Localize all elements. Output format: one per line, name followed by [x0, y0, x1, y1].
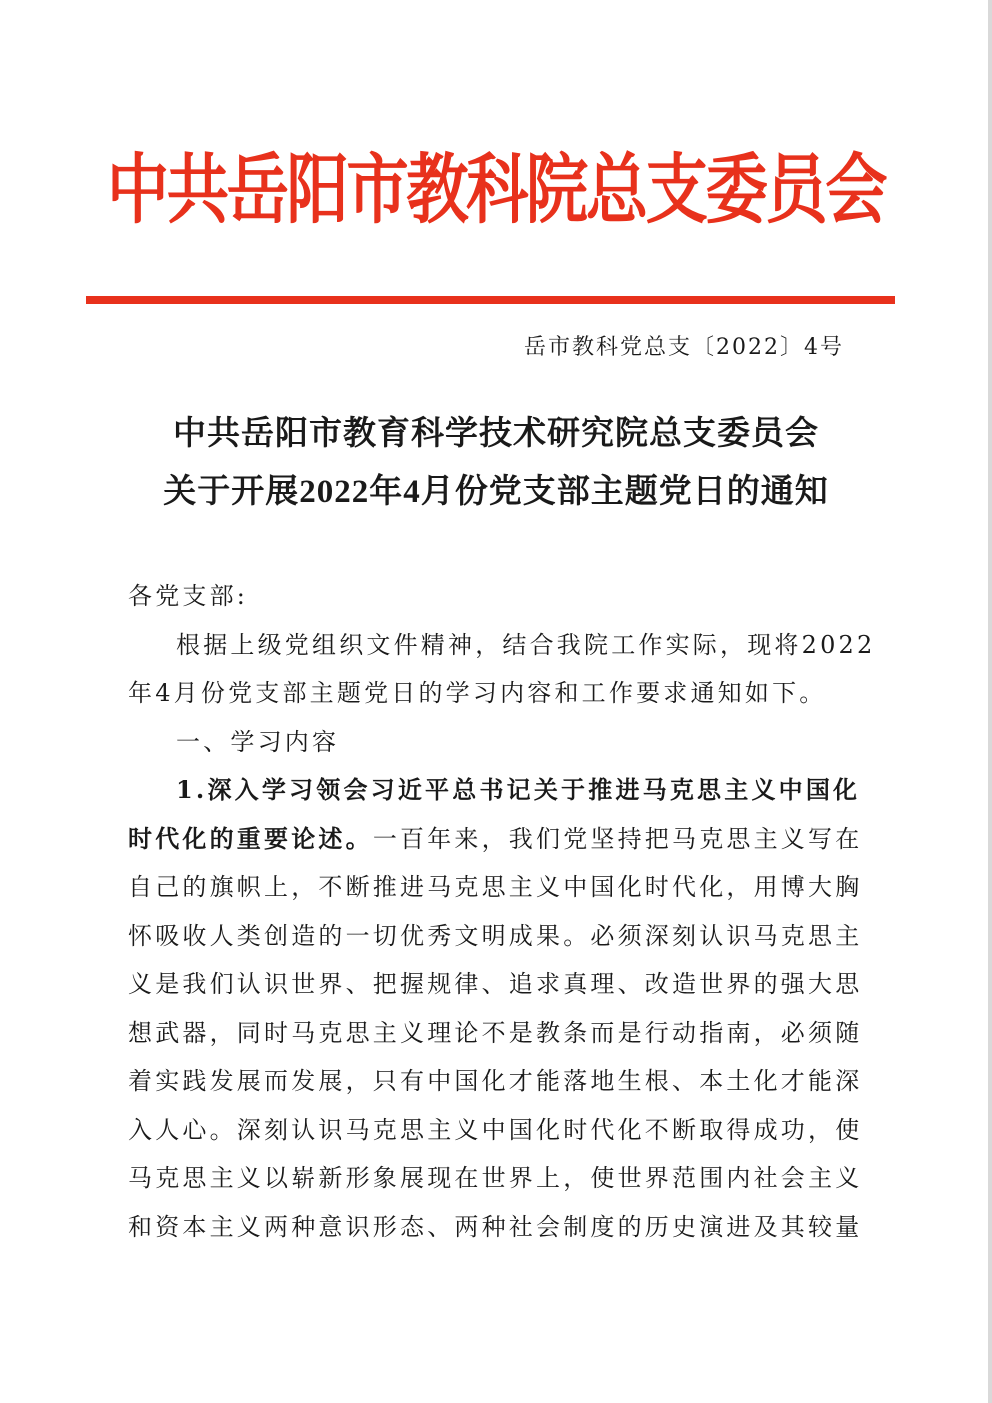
section-heading-study-content: 一、学习内容	[176, 727, 340, 756]
item1-body-line: 着实践发展而发展，只有中国化才能落地生根、本土化才能深	[128, 1067, 863, 1095]
red-header-rule	[86, 296, 895, 304]
item1-body-line: 怀吸收人类创造的一切优秀文明成果。必须深刻认识马克思主	[128, 921, 863, 950]
intro-line-2: 年4月份党支部主题党日的学习内容和工作要求通知如下。	[128, 679, 827, 707]
item1-body-line: 想武器，同时马克思主义理论不是教条而是行动指南，必须随	[128, 1018, 863, 1047]
notice-body	[128, 572, 876, 1251]
item1-body-line: 马克思主义以崭新形象展现在世界上，使世界范围内社会主义	[128, 1164, 863, 1192]
notice-title-line-1: 中共岳阳市教育科学技术研究院总支委员会	[173, 416, 819, 452]
intro-line-1: 根据上级党组织文件精神，结合我院工作实际，现将2022	[176, 630, 876, 659]
item1-body-line: 入人心。深刻认识马克思主义中国化时代化不断取得成功，使	[128, 1115, 863, 1144]
org-header-title: 中共岳阳市教科院总支委员会	[106, 145, 886, 234]
document-number: 岳市教科党总支〔2022〕4号	[524, 335, 844, 360]
notice-title	[0, 405, 992, 521]
page-edge-shadow	[988, 0, 992, 1403]
item1-line-2	[128, 815, 863, 864]
item1-body-line: 义是我们认识世界、把握规律、追求真理、改造世界的强大思	[128, 970, 863, 998]
salutation: 各党支部:	[128, 582, 249, 610]
item1-body-line: 自己的旗帜上，不断推进马克思主义中国化时代化，用博大胸	[128, 873, 863, 901]
item1-heading-line-1: 1.深入学习领会习近平总书记关于推进马克思主义中国化	[176, 775, 861, 804]
item1-heading-line-2: 时代化的重要论述。	[128, 823, 373, 853]
notice-title-line-2: 关于开展2022年4月份党支部主题党日的通知	[163, 474, 829, 510]
item1-body-line: 和资本主义两种意识形态、两种社会制度的历史演进及其较量	[128, 1212, 863, 1241]
item1-line-2-text: 一百年来，我们党坚持把马克思主义写在	[372, 824, 863, 853]
